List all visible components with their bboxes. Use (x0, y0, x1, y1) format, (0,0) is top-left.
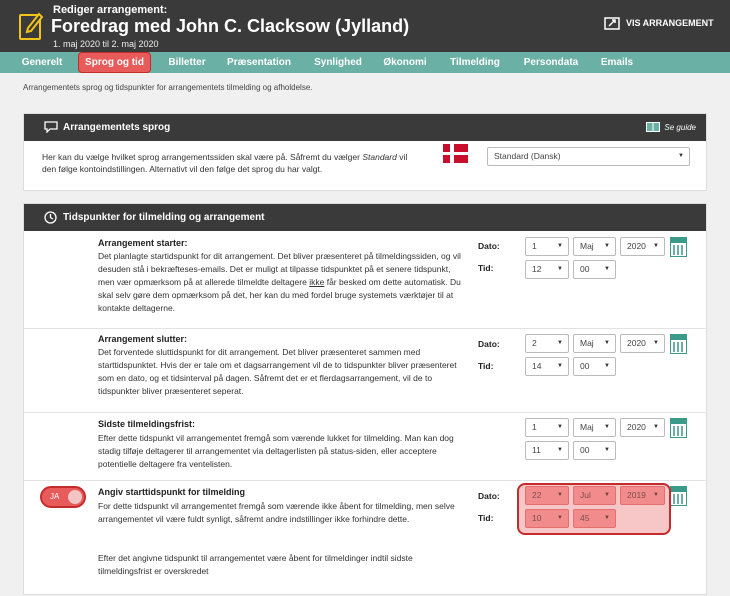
month-value: Jul (580, 490, 591, 500)
toggle-knob (68, 490, 82, 504)
month-value: Maj (580, 241, 594, 251)
chevron-down-icon: ▼ (604, 266, 610, 272)
chevron-down-icon: ▼ (557, 492, 563, 498)
tab-oekonomi[interactable]: Økonomi (383, 57, 427, 68)
month-select[interactable] (573, 418, 616, 437)
tab-sprog-og-tid[interactable]: Sprog og tid (78, 52, 151, 73)
row-description (98, 250, 466, 315)
minute-value: 00 (580, 361, 590, 371)
row-title: Arrangement slutter: (98, 334, 188, 344)
chevron-down-icon: ▼ (653, 424, 659, 430)
language-text-part2: vil den følge kontoindstillingen. Alternativt vil den følge det sprog du har valgt. (42, 152, 408, 174)
year-select[interactable] (620, 334, 665, 353)
language-select[interactable] (487, 147, 690, 166)
language-panel-header (24, 114, 706, 141)
page-pretitle: Rediger arrangement: (53, 4, 168, 16)
minute-value: 00 (580, 445, 590, 455)
hour-value: 12 (532, 264, 542, 274)
intro-text: Arrangementets sprog og tidspunkter for arrangementets tilmelding og afholdelse. (23, 83, 313, 92)
tid-label: Tid: (478, 263, 494, 273)
tab-bar (0, 52, 730, 73)
language-panel (23, 113, 707, 191)
language-select-value: Standard (Dansk) (494, 151, 561, 161)
year-value: 2020 (627, 338, 646, 348)
language-text-emphasis: Standard (362, 152, 397, 162)
year-select[interactable] (620, 418, 665, 437)
day-value: 22 (532, 490, 542, 500)
day-value: 1 (532, 241, 537, 251)
year-value: 2019 (627, 490, 646, 500)
top-bar (0, 0, 730, 52)
day-value: 1 (532, 422, 537, 432)
year-value: 2020 (627, 422, 646, 432)
row-title: Arrangement starter: (98, 238, 188, 248)
se-guide-label: Se guide (664, 122, 696, 132)
chevron-down-icon: ▼ (604, 424, 610, 430)
chevron-down-icon: ▼ (604, 363, 610, 369)
tab-emails[interactable]: Emails (600, 57, 634, 68)
chevron-down-icon: ▼ (557, 363, 563, 369)
se-guide-link[interactable] (646, 122, 696, 132)
chevron-down-icon: ▼ (604, 515, 610, 521)
dato-label: Dato: (478, 339, 500, 349)
row-description-extra: Efter det angivne tidspunkt til arrangementet være åbent for tilmeldinger indtil sidste tilmeldingsfrist er overskredet (98, 553, 413, 576)
minute-select[interactable] (573, 260, 616, 279)
day-select[interactable] (525, 334, 569, 353)
calendar-icon[interactable] (670, 334, 687, 354)
hour-select[interactable] (525, 441, 569, 460)
tab-generelt[interactable]: Generelt (21, 57, 63, 68)
hour-select[interactable] (525, 260, 569, 279)
times-panel-title: Tidspunkter for tilmelding og arrangement (63, 212, 265, 223)
vis-arrangement-button[interactable] (604, 15, 714, 31)
language-description (42, 151, 422, 175)
hour-value: 14 (532, 361, 542, 371)
row-title: Angiv starttidspunkt for tilmelding (98, 487, 246, 497)
month-value: Maj (580, 422, 594, 432)
chevron-down-icon: ▼ (604, 492, 610, 498)
tab-synlighed[interactable]: Synlighed (314, 57, 362, 68)
clock-icon (44, 211, 57, 224)
minute-select[interactable] (573, 441, 616, 460)
year-select[interactable] (620, 237, 665, 256)
row-desc-part2: får besked om dette automatisk. Du skal selv gøre dem opmærksom på det, her kan du med fordel bruge systemets værktøjer til at kontakte deltagerne. (98, 277, 461, 313)
tid-label: Tid: (478, 361, 494, 371)
row-description: For dette tidspunkt vil arrangementet fremgå som værende ikke åbent for tilmelding, men selve arrangementet vil være fuldt synligt, såfremt andre indstillinger ikke forhindre dette. (98, 501, 455, 524)
hour-select[interactable] (525, 357, 569, 376)
dato-label: Dato: (478, 241, 500, 251)
vis-arrangement-label: VIS ARRANGEMENT (626, 18, 714, 28)
calendar-icon[interactable] (670, 418, 687, 438)
minute-value: 00 (580, 264, 590, 274)
chevron-down-icon: ▼ (604, 447, 610, 453)
tab-tilmelding[interactable]: Tilmelding (450, 57, 500, 68)
chevron-down-icon: ▼ (557, 266, 563, 272)
row-arrangement-starter (24, 231, 706, 328)
chevron-down-icon: ▼ (653, 243, 659, 249)
row-description: Efter dette tidspunkt vil arrangementet fremgå som værende lukket for tilmelding. Man kan dog stadig tilføje deltagerer til arrangementet via deltagerlisten på status-siden, eller acceptere potentielle deltagere fra ventelisten. (98, 433, 454, 469)
tilmelding-start-toggle[interactable] (40, 486, 86, 508)
times-panel-header (24, 204, 706, 231)
page-title: Foredrag med John C. Clacksow (Jylland) (51, 16, 410, 36)
language-panel-title: Arrangementets sprog (63, 122, 171, 133)
minute-select[interactable] (573, 357, 616, 376)
speech-bubble-icon (44, 121, 58, 133)
month-select[interactable] (573, 334, 616, 353)
calendar-icon[interactable] (670, 486, 687, 506)
row-desc-underline: ikke (309, 277, 325, 287)
chevron-down-icon: ▼ (604, 243, 610, 249)
toggle-label: JA (50, 492, 60, 501)
calendar-icon[interactable] (670, 237, 687, 257)
chevron-down-icon: ▼ (604, 340, 610, 346)
tab-billetter[interactable]: Billetter (168, 57, 206, 68)
year-value: 2020 (627, 241, 646, 251)
row-desc-part1: Det planlagte startidspunkt for dit arrangement. Det bliver præsenteret på tilmeldingssiden, og vil desuden stå i bekræfteses-emails. Det er muligt at tilpasse tidspunktet på et senere tidspunkt, men vær opmærksom på at allerede tilmeldte deltagere (98, 251, 461, 287)
day-value: 2 (532, 338, 537, 348)
row-arrangement-slutter (24, 328, 706, 412)
danish-flag-icon (443, 144, 468, 163)
row-sidste-tilmeldingsfrist (24, 412, 706, 480)
highlight-overlay (517, 483, 671, 535)
minute-value: 45 (580, 513, 590, 523)
event-dates: 1. maj 2020 til 2. maj 2020 (53, 39, 159, 49)
day-select[interactable] (525, 418, 569, 437)
month-value: Maj (580, 338, 594, 348)
row-description: Det forventede sluttidspunkt for dit arrangement. Det bliver præsenteret sammen med starttidspunktet. Hvis der er tale om et dagsarrangement vil de to tidspunkter bliver præsenteret som en dato, og et tidsinterval på dagen. Såfremt det er et flerdagsarrangement, vil de to tidspunkter bliver præsenteret seperat. (98, 347, 457, 396)
chevron-down-icon: ▼ (557, 515, 563, 521)
month-select[interactable] (573, 237, 616, 256)
hour-value: 10 (532, 513, 542, 523)
chevron-down-icon: ▼ (653, 492, 659, 498)
chevron-down-icon: ▼ (557, 447, 563, 453)
language-text-part1: Her kan du vælge hvilket sprog arrangementssiden skal være på. Såfremt du vælger (42, 152, 360, 162)
dato-label: Dato: (478, 491, 500, 501)
chevron-down-icon: ▼ (557, 340, 563, 346)
row-title: Sidste tilmeldingsfrist: (98, 419, 196, 429)
tab-persondata[interactable]: Persondata (523, 57, 579, 68)
chevron-down-icon: ▼ (653, 340, 659, 346)
times-panel (23, 203, 707, 595)
edit-icon (19, 14, 41, 40)
chevron-down-icon: ▼ (557, 424, 563, 430)
guide-icon (646, 122, 660, 132)
chevron-down-icon: ▼ (557, 243, 563, 249)
tab-praesentation[interactable]: Præsentation (227, 57, 291, 68)
hour-value: 11 (532, 445, 541, 455)
external-window-icon (604, 17, 620, 30)
tid-label: Tid: (478, 513, 494, 523)
chevron-down-icon: ▼ (678, 153, 684, 159)
day-select[interactable] (525, 237, 569, 256)
